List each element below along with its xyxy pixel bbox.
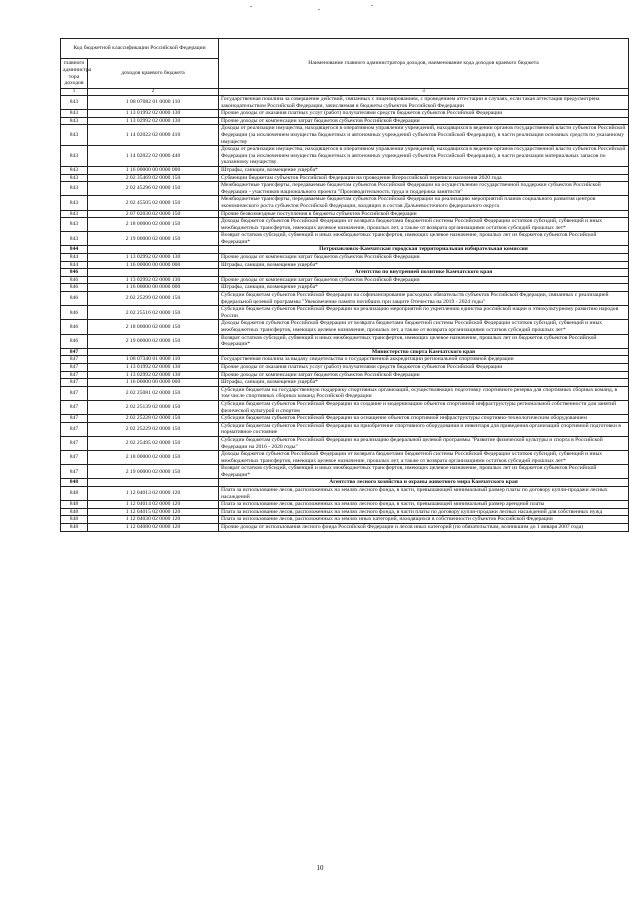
income-name-cell: Возврат остатков субсидий, субвенций и иных межбюджетных трансфертов, имеющих целевое назначение, прошлых лет из бюджетов субъектов Российской Федерации* bbox=[219, 232, 629, 246]
admin-code-cell: 843 bbox=[61, 125, 88, 146]
income-code-cell: 1 13 02992 02 0000 130 bbox=[88, 371, 219, 379]
section-row bbox=[61, 479, 629, 487]
admin-code-cell: 848 bbox=[61, 508, 88, 516]
table-body bbox=[61, 96, 629, 532]
income-code-cell: 1 16 00000 00 0000 000 bbox=[88, 379, 219, 387]
income-code-cell: 1 08 07082 01 0000 110 bbox=[88, 96, 219, 110]
income-code-cell: 2 02 45505 02 0000 150 bbox=[88, 196, 219, 210]
income-code-cell: 1 12 04015 02 0000 120 bbox=[88, 508, 219, 516]
income-name-cell: Прочие доходы от компенсации затрат бюджетов субъектов Российской Федерации bbox=[219, 371, 629, 379]
name-column-header: Наименование главного администратора доходов, наименование кода доходов краевого бюджета bbox=[219, 39, 629, 89]
income-code-cell bbox=[88, 246, 219, 254]
table-row bbox=[61, 356, 629, 364]
income-name-cell: Субсидии бюджетам субъектов Российской Федерации на реализацию федеральной целевой программы "Развитие физической культуры и спорта в Российской Федерации на 2016 - 2020 годы" bbox=[219, 436, 629, 450]
income-name-cell: Субсидии бюджетам субъектов Российской Федерации на реализацию мероприятий по укреплению единства российской нации и этнокультурному развитию народов России bbox=[219, 306, 629, 320]
income-name-cell: Штрафы, санкции, возмещение ущерба* bbox=[219, 379, 629, 387]
income-code-cell: 2 07 02030 02 0000 150 bbox=[88, 210, 219, 218]
admin-code-cell: 846 bbox=[61, 334, 88, 348]
table-row bbox=[61, 422, 629, 436]
table-row bbox=[61, 292, 629, 306]
admin-code-cell: 847 bbox=[61, 379, 88, 387]
income-name-cell: Возврат остатков субсидий, субвенций и иных межбюджетных трансфертов, имеющих целевое назначение, прошлых лет из бюджетов субъектов Российской Федерации* bbox=[219, 465, 629, 479]
income-code-cell: 2 18 00000 02 0000 150 bbox=[88, 451, 219, 465]
income-name-cell: Доходы от реализации имущества, находящегося в оперативном управлении учреждений, находящихся в ведении органов государственной власти субъектов Российской Федерации (за исключением имущества бюджетных и автономных учреждений субъектов Российской Федерации), в части реализации основных средств по указанному имуществу bbox=[219, 125, 629, 146]
admin-code-cell: 843 bbox=[61, 96, 88, 110]
admin-code-cell: 848 bbox=[61, 479, 88, 487]
income-name-cell: Плата за использование лесов, расположенных на землях лесного фонда, в части, превышающей минимальный размер платы по договору купли-продажи лесных насаждений bbox=[219, 487, 629, 501]
admin-code-cell: 848 bbox=[61, 487, 88, 501]
admin-code-cell: 843 bbox=[61, 117, 88, 125]
column-number: 3 bbox=[219, 89, 629, 96]
income-name-cell: Прочие доходы от компенсации затрат бюджетов субъектов Российской Федерации bbox=[219, 276, 629, 284]
income-code-cell: 1 13 02992 02 0000 130 bbox=[88, 276, 219, 284]
income-code-cell: 2 19 00000 02 0000 150 bbox=[88, 232, 219, 246]
income-name-cell: Министерство спорта Камчатского края bbox=[219, 348, 629, 356]
income-name-cell: Субсидии бюджетам на государственную поддержку спортивных организаций, осуществляющих подготовку спортивного резерва для спортивных сборных команд, в том числе спортивных сборных команд Российской Федерации bbox=[219, 386, 629, 400]
table-row bbox=[61, 284, 629, 292]
section-row bbox=[61, 269, 629, 277]
admin-code-cell: 843 bbox=[61, 174, 88, 182]
chief-admin-header: главного администра тора доходов bbox=[61, 59, 88, 89]
income-code-cell: 1 14 02022 02 0000 440 bbox=[88, 146, 219, 167]
table-row bbox=[61, 386, 629, 400]
admin-code-cell: 847 bbox=[61, 451, 88, 465]
income-name-cell: Прочие доходы от оказания платных услуг (работ) получателями средств бюджетов субъектов Российской Федерации bbox=[219, 363, 629, 371]
admin-code-cell: 843 bbox=[61, 232, 88, 246]
income-code-cell: 2 02 35469 02 0000 150 bbox=[88, 174, 219, 182]
table-row bbox=[61, 436, 629, 450]
table-row bbox=[61, 276, 629, 284]
table-row bbox=[61, 196, 629, 210]
income-code-cell: 1 12 04080 02 0000 120 bbox=[88, 524, 219, 532]
column-number-row bbox=[61, 89, 629, 96]
income-name-cell: Прочие доходы от оказания платных услуг (работ) получателями средств бюджетов субъектов Российской Федерации bbox=[219, 110, 629, 118]
income-name-cell: Доходы бюджетов субъектов Российской Федерации от возврата бюджетами бюджетной системы Российской Федерации остатков субсидий, субвенций и иных межбюджетных трансфертов, имеющих целевое назначение, прошлых лет, а также от возврата организациями остатков субсидий прошлых лет* bbox=[219, 218, 629, 232]
income-name-cell: Межбюджетные трансферты, передаваемые бюджетам субъектов Российской Федерации на реализацию мероприятий планов социального развития центров экономического роста субъектов Российской Федерации, входящих в состав Дальневосточного федерального округа bbox=[219, 196, 629, 210]
admin-code-cell: 847 bbox=[61, 356, 88, 364]
table-row bbox=[61, 110, 629, 118]
income-code-cell: 2 02 25228 02 0000 150 bbox=[88, 415, 219, 423]
income-code-cell: 2 18 00000 02 0000 150 bbox=[88, 320, 219, 334]
table-row bbox=[61, 415, 629, 423]
income-name-cell: Прочие доходы от компенсации затрат бюджетов субъектов Российской Федерации bbox=[219, 117, 629, 125]
admin-code-cell: 846 bbox=[61, 320, 88, 334]
income-code-cell bbox=[88, 479, 219, 487]
income-code-cell: 1 13 02992 02 0000 130 bbox=[88, 117, 219, 125]
income-code-cell: 2 02 25229 02 0000 150 bbox=[88, 422, 219, 436]
income-name-cell: Штрафы, санкции, возмещение ущерба* bbox=[219, 284, 629, 292]
admin-code-cell: 843 bbox=[61, 166, 88, 174]
income-code-cell: 2 02 25139 02 0000 150 bbox=[88, 400, 219, 414]
admin-code-cell: 848 bbox=[61, 501, 88, 509]
income-name-cell: Государственная пошлина за совершение действий, связанных с лицензированием, с проведением аттестации в случаях, если такая аттестация предусмотрена законодательством Российской Федерации, зачисляемая в бюджеты субъектов Российской Федерации bbox=[219, 96, 629, 110]
admin-code-cell: 846 bbox=[61, 306, 88, 320]
income-code-cell: 1 13 01992 02 0000 130 bbox=[88, 110, 219, 118]
income-name-cell: Петропавловск-Камчатская городская территориальная избирательная комиссия bbox=[219, 246, 629, 254]
table-row bbox=[61, 254, 629, 262]
income-code-cell: 2 18 00000 02 0000 150 bbox=[88, 218, 219, 232]
income-code-cell: 1 16 00000 00 0000 000 bbox=[88, 284, 219, 292]
income-name-cell: Субвенции бюджетам субъектов Российской Федерации на проведение Всероссийской переписи населения 2020 года bbox=[219, 174, 629, 182]
column-number: 1 bbox=[61, 89, 88, 96]
table-row bbox=[61, 146, 629, 167]
admin-code-cell: 847 bbox=[61, 400, 88, 414]
table-row bbox=[61, 363, 629, 371]
income-code-cell: 1 12 04030 02 0000 120 bbox=[88, 516, 219, 524]
table-row bbox=[61, 451, 629, 465]
page-number: 10 bbox=[316, 864, 324, 872]
income-name-cell: Прочие безвозмездные поступления в бюджеты субъектов Российской Федерации bbox=[219, 210, 629, 218]
section-row bbox=[61, 246, 629, 254]
admin-code-cell: 847 bbox=[61, 371, 88, 379]
income-name-cell: Субсидии бюджетам субъектов Российской Федерации на оснащение объектов спортивной инфраструктуры спортивно-технологическим оборудованием bbox=[219, 415, 629, 423]
table-row bbox=[61, 218, 629, 232]
admin-code-cell: 843 bbox=[61, 182, 88, 196]
income-name-cell: Штрафы, санкции, возмещение ущерба* bbox=[219, 261, 629, 269]
admin-code-cell: 847 bbox=[61, 363, 88, 371]
income-name-cell: Межбюджетные трансферты, передаваемые бюджетам субъектов Российской Федерации на осуществление государственной поддержки субъектов Российской Федерации - участников национального проекта "Производительность труда и поддержка занятости" bbox=[219, 182, 629, 196]
regional-income-header: доходов краевого бюджета bbox=[88, 59, 219, 89]
income-code-cell: 1 08 07340 01 0000 110 bbox=[88, 356, 219, 364]
admin-code-cell: 843 bbox=[61, 196, 88, 210]
income-code-cell: 2 19 00000 02 0000 150 bbox=[88, 465, 219, 479]
income-name-cell: Субсидии бюджетам субъектов Российской Федерации на софинансирование расходных обязательств субъектов Российской Федерации, связанных с реализацией федеральной целевой программы "Увековечение памяти погибших при защите Отечества на 2019 - 2024 годы" bbox=[219, 292, 629, 306]
income-code-cell: 1 14 02022 02 0000 410 bbox=[88, 125, 219, 146]
table-row bbox=[61, 174, 629, 182]
admin-code-cell: 847 bbox=[61, 386, 88, 400]
column-number: 2 bbox=[88, 89, 219, 96]
income-name-cell: Государственная пошлина за выдачу свидетельства о государственной аккредитации региональной спортивной федерации bbox=[219, 356, 629, 364]
income-name-cell: Субсидии бюджетам субъектов Российской Федерации на создание и модернизацию объектов спортивной инфраструктуры региональной собственности для занятий физической культурой и спортом bbox=[219, 400, 629, 414]
table-row bbox=[61, 320, 629, 334]
income-code-cell: 1 12 04013 02 0000 120 bbox=[88, 487, 219, 501]
income-name-cell: Доходы бюджетов субъектов Российской Федерации от возврата бюджетами бюджетной системы Российской Федерации остатков субсидий, субвенций и иных межбюджетных трансфертов, имеющих целевое назначение, прошлых лет, а также от возврата организациями остатков субсидий прошлых лет* bbox=[219, 320, 629, 334]
income-name-cell: Прочие доходы от компенсации затрат бюджетов субъектов Российской Федерации bbox=[219, 254, 629, 262]
income-name-cell: Агентство по внутренней политике Камчатского края bbox=[219, 269, 629, 277]
admin-code-cell: 846 bbox=[61, 292, 88, 306]
table-row bbox=[61, 125, 629, 146]
income-code-table bbox=[60, 38, 629, 532]
admin-code-cell: 844 bbox=[61, 246, 88, 254]
income-name-cell: Плата за использование лесов, расположенных на землях иных категорий, находящихся в собственности субъектов Российской Федерации bbox=[219, 516, 629, 524]
table-row bbox=[61, 306, 629, 320]
admin-code-cell: 847 bbox=[61, 348, 88, 356]
table-row bbox=[61, 379, 629, 387]
table-row bbox=[61, 232, 629, 246]
admin-code-cell: 843 bbox=[61, 210, 88, 218]
admin-code-cell: 843 bbox=[61, 218, 88, 232]
income-code-cell: 2 02 25081 02 0000 150 bbox=[88, 386, 219, 400]
income-code-cell: 2 02 25299 02 0000 150 bbox=[88, 292, 219, 306]
income-code-cell bbox=[88, 348, 219, 356]
income-code-cell: 1 13 02992 02 0000 130 bbox=[88, 254, 219, 262]
income-name-cell: Возврат остатков субсидий, субвенций и иных межбюджетных трансфертов, имеющих целевое назначение, прошлых лет из бюджетов субъектов Российской Федерации* bbox=[219, 334, 629, 348]
code-classification-header: Код бюджетной классификации Российской Федерации bbox=[61, 39, 219, 59]
income-name-cell: Субсидии бюджетам субъектов Российской Федерации на приобретение спортивного оборудования и инвентаря для приведения организаций спортивной подготовки в нормативное состояние bbox=[219, 422, 629, 436]
table-row bbox=[61, 508, 629, 516]
table-row bbox=[61, 501, 629, 509]
admin-code-cell: 847 bbox=[61, 422, 88, 436]
income-code-cell: 1 16 00000 00 0000 000 bbox=[88, 166, 219, 174]
admin-code-cell: 847 bbox=[61, 436, 88, 450]
table-row bbox=[61, 524, 629, 532]
income-name-cell: Доходы бюджетов субъектов Российской Федерации от возврата бюджетами бюджетной системы Российской Федерации остатков субсидий, субвенций и иных межбюджетных трансфертов, имеющих целевое назначение, прошлых лет, а также от возврата организациями остатков субсидий прошлых лет* bbox=[219, 451, 629, 465]
document-page bbox=[60, 38, 628, 532]
admin-code-cell: 848 bbox=[61, 516, 88, 524]
income-code-cell: 2 02 25516 02 0000 150 bbox=[88, 306, 219, 320]
income-name-cell: Штрафы, санкции, возмещение ущерба* bbox=[219, 166, 629, 174]
table-row bbox=[61, 166, 629, 174]
section-row bbox=[61, 348, 629, 356]
table-row bbox=[61, 210, 629, 218]
income-code-cell: 1 13 01992 02 0000 130 bbox=[88, 363, 219, 371]
admin-code-cell: 843 bbox=[61, 146, 88, 167]
income-code-cell bbox=[88, 269, 219, 277]
admin-code-cell: 848 bbox=[61, 524, 88, 532]
income-name-cell: Плата за использование лесов, расположенных на землях лесного фонда, в части, превышающей минимальный размер арендной платы bbox=[219, 501, 629, 509]
table-row bbox=[61, 465, 629, 479]
admin-code-cell: 846 bbox=[61, 284, 88, 292]
income-name-cell: Доходы от реализации имущества, находящегося в оперативном управлении учреждений, находящихся в ведении органов государственной власти субъектов Российской Федерации (за исключением имущества бюджетных и автономных учреждений субъектов Российской Федерации), в части реализации материальных запасов по указанному имуществу bbox=[219, 146, 629, 167]
table-row bbox=[61, 117, 629, 125]
income-name-cell: Прочие доходы от использования лесного фонда Российской Федерации и лесов иных категорий (по обязательствам, возникшим до 1 января 2007 года) bbox=[219, 524, 629, 532]
admin-code-cell: 844 bbox=[61, 261, 88, 269]
admin-code-cell: 847 bbox=[61, 415, 88, 423]
income-code-cell: 2 19 00000 02 0000 150 bbox=[88, 334, 219, 348]
admin-code-cell: 844 bbox=[61, 254, 88, 262]
table-row bbox=[61, 334, 629, 348]
income-name-cell: Агентство лесного хозяйства и охраны животного мира Камчатского края bbox=[219, 479, 629, 487]
table-row bbox=[61, 516, 629, 524]
income-code-cell: 1 12 04014 02 0000 120 bbox=[88, 501, 219, 509]
income-code-cell: 2 02 25495 02 0000 150 bbox=[88, 436, 219, 450]
table-row bbox=[61, 96, 629, 110]
income-code-cell: 2 02 45296 02 0000 150 bbox=[88, 182, 219, 196]
table-row bbox=[61, 182, 629, 196]
income-code-cell: 1 16 00000 00 0000 000 bbox=[88, 261, 219, 269]
table-row bbox=[61, 487, 629, 501]
admin-code-cell: 846 bbox=[61, 276, 88, 284]
table-row bbox=[61, 261, 629, 269]
income-name-cell: Плата за использование лесов, расположенных на землях лесного фонда, в части платы по договору купли-продажи лесных насаждений для собственных нужд bbox=[219, 508, 629, 516]
admin-code-cell: 847 bbox=[61, 465, 88, 479]
table-row bbox=[61, 400, 629, 414]
admin-code-cell: 846 bbox=[61, 269, 88, 277]
admin-code-cell: 843 bbox=[61, 110, 88, 118]
table-row bbox=[61, 371, 629, 379]
